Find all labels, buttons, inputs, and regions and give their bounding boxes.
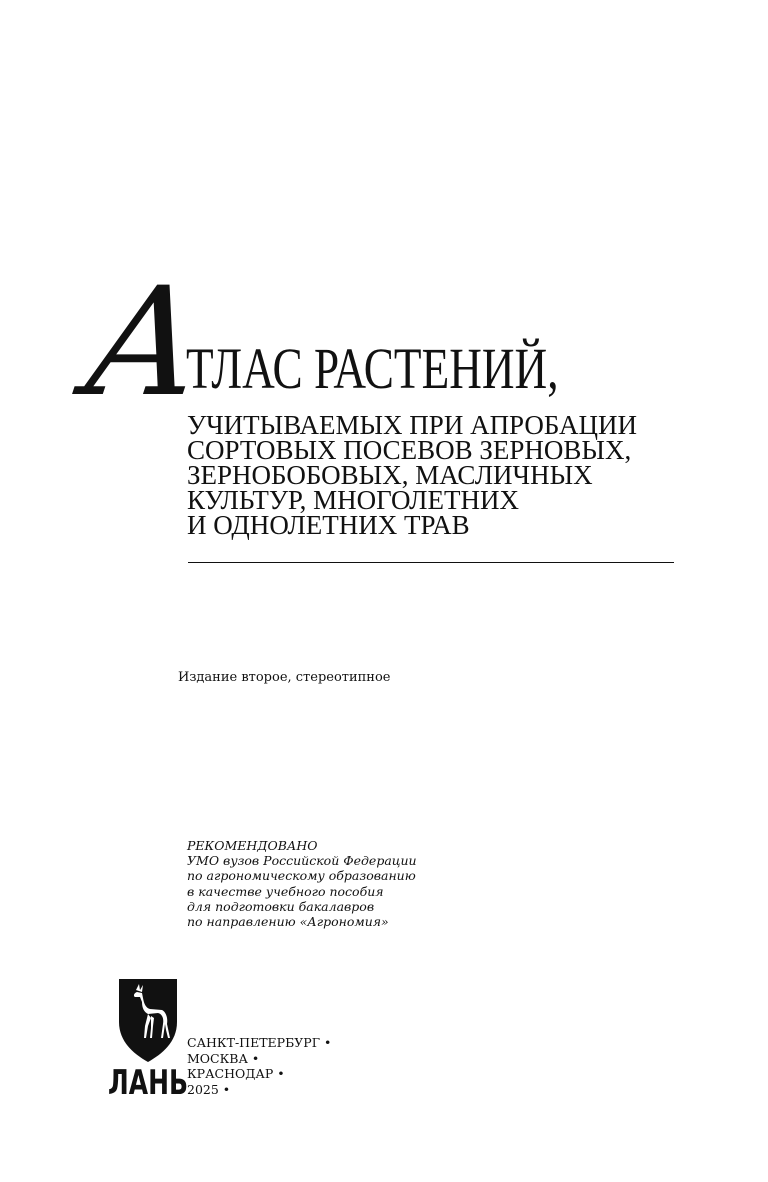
edition-note: Издание второе, стереотипное xyxy=(178,670,391,685)
city-line: КРАСНОДАР • xyxy=(187,1066,285,1081)
subtitle-line: ЗЕРНОБОБОВЫХ, МАСЛИЧНЫХ xyxy=(187,460,593,490)
publisher-logo xyxy=(107,978,189,1104)
logo-wordmark: ЛАНЬ xyxy=(107,1063,189,1104)
title-initial-letter: А xyxy=(75,256,214,430)
recommendation-line: для подготовки бакалавров xyxy=(187,898,375,914)
recommendation-block xyxy=(187,838,417,929)
city-line: САНКТ-ПЕТЕРБУРГ • xyxy=(187,1035,332,1050)
book-title: ТЛАС РАСТЕНИЙ, xyxy=(186,336,559,401)
recommendation-line: УМО вузов Российской Федерации xyxy=(187,853,417,869)
publisher-cities xyxy=(187,1035,331,1097)
divider-rule xyxy=(188,562,674,563)
book-subtitle xyxy=(187,410,707,540)
subtitle-line: И ОДНОЛЕТНИХ ТРАВ xyxy=(187,510,470,540)
city-line: МОСКВА • xyxy=(187,1050,260,1066)
recommendation-line: в качестве учебного пособия xyxy=(187,883,384,899)
subtitle-line: УЧИТЫВАЕМЫХ ПРИ АПРОБАЦИИ xyxy=(187,410,638,440)
subtitle-line: КУЛЬТУР, МНОГОЛЕТНИХ xyxy=(187,485,519,515)
subtitle-line: СОРТОВЫХ ПОСЕВОВ ЗЕРНОВЫХ, xyxy=(187,435,632,465)
recommendation-line: РЕКОМЕНДОВАНО xyxy=(187,838,318,853)
recommendation-line: по агрономическому образованию xyxy=(187,868,416,884)
year-line: 2025 • xyxy=(187,1081,231,1097)
recommendation-line: по направлению «Агрономия» xyxy=(187,914,389,930)
